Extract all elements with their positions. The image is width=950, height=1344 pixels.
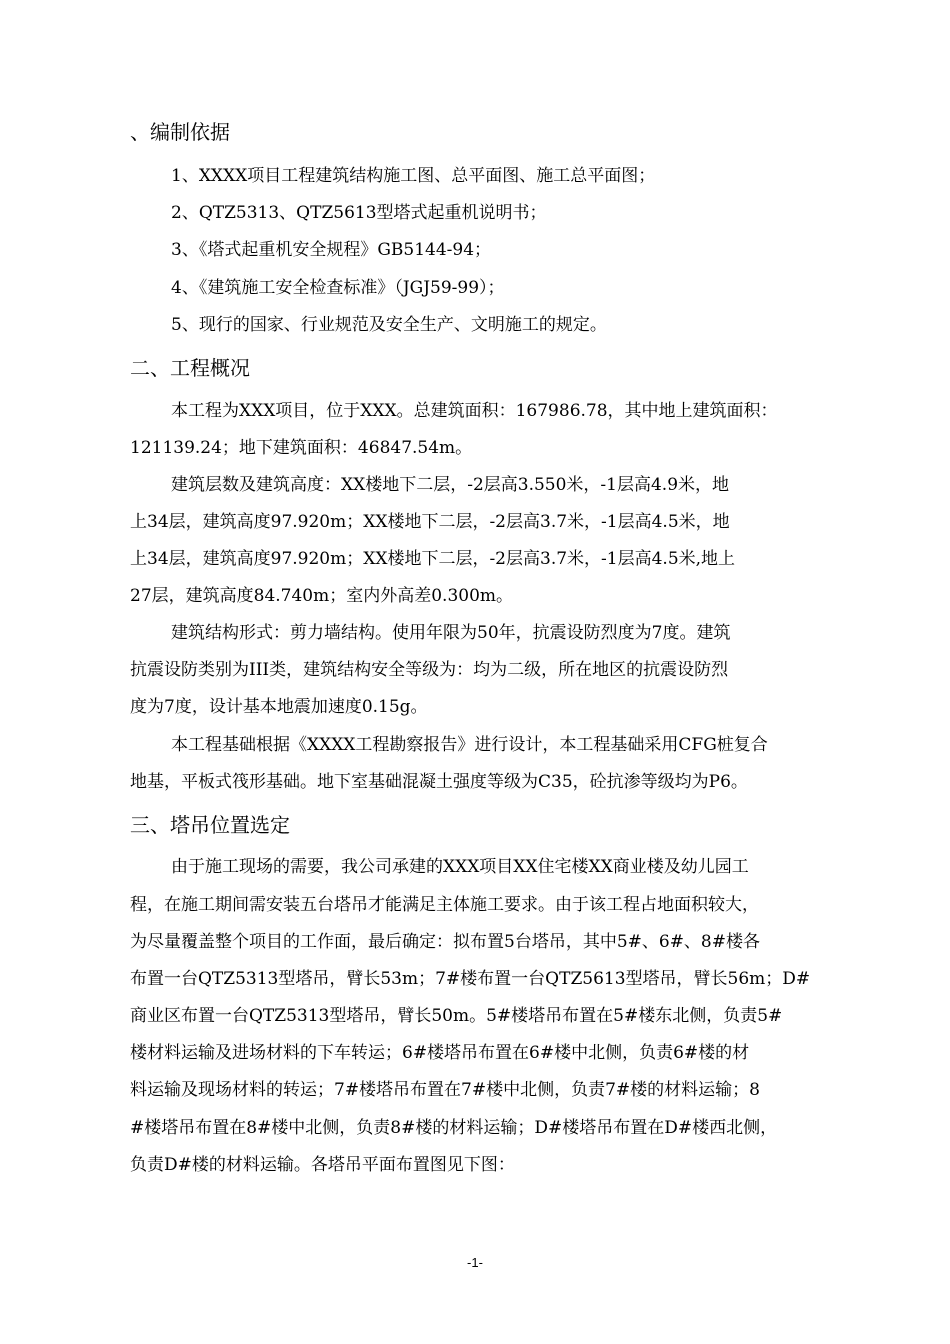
section-heading-crane-location: 三、塔吊位置选定 [130, 813, 290, 837]
overview-line-3: 建筑层数及建筑高度：XX楼地下二层，-2层高3.550米，-1层高4.9米，地 [171, 475, 730, 495]
crane-line-9: 负责D#楼的材料运输。各塔吊平面布置图见下图： [130, 1155, 515, 1175]
overview-line-6: 27层，建筑高度84.740m；室内外高差0.300m。 [130, 586, 514, 606]
overview-line-4: 上34层，建筑高度97.920m；XX楼地下二层，-2层高3.7米，-1层高4.5米，地 [130, 512, 730, 532]
basis-item-3: 3、《塔式起重机安全规程》GB5144-94； [171, 240, 492, 260]
basis-item-5: 5、现行的国家、行业规范及安全生产、文明施工的规定。 [171, 315, 607, 335]
basis-item-2: 2、QTZ5313、QTZ5613型塔式起重机说明书； [171, 203, 547, 223]
basis-item-4: 4、《建筑施工安全检查标准》（JGJ59-99）； [171, 278, 505, 298]
overview-line-5: 上34层，建筑高度97.920m；XX楼地下二层，-2层高3.7米，-1层高4.5米,地上 [130, 549, 736, 569]
overview-line-10: 本工程基础根据《XXXX工程勘察报告》进行设计，本工程基础采用CFG桩复合 [171, 735, 768, 755]
basis-item-1: 1、XXXX项目工程建筑结构施工图、总平面图、施工总平面图； [171, 166, 656, 186]
crane-line-1: 由于施工现场的需要，我公司承建的XXX项目XX住宅楼XX商业楼及幼儿园工 [171, 857, 749, 877]
section-heading-overview: 二、工程概况 [130, 356, 250, 380]
crane-line-6: 楼材料运输及进场材料的下车转运；6#楼塔吊布置在6#楼中北侧，负责6#楼的材 [130, 1043, 750, 1063]
crane-line-7: 料运输及现场材料的转运；7#楼塔吊布置在7#楼中北侧，负责7#楼的材料运输；8 [130, 1080, 760, 1100]
overview-line-7: 建筑结构形式：剪力墙结构。使用年限为50年，抗震设防烈度为7度。建筑 [171, 623, 731, 643]
crane-line-3: 为尽量覆盖整个项目的工作面，最后确定：拟布置5台塔吊，其中5#、6#、8#楼各 [130, 932, 760, 952]
overview-line-11: 地基，平板式筏形基础。地下室基础混凝土强度等级为C35，砼抗渗等级均为P6。 [130, 772, 748, 792]
crane-line-4: 布置一台QTZ5313型塔吊，臂长53m；7#楼布置一台QTZ5613型塔吊，臂长56m；D# [130, 969, 811, 989]
page-number: -1- [467, 1255, 483, 1270]
overview-line-1: 本工程为XXX项目，位于XXX。总建筑面积：167986.78，其中地上建筑面积： [171, 401, 778, 421]
overview-line-8: 抗震设防类别为III类，建筑结构安全等级为：均为二级，所在地区的抗震设防烈 [130, 660, 729, 680]
crane-line-5: 商业区布置一台QTZ5313型塔吊，臂长50m。5#楼塔吊布置在5#楼东北侧，负责5# [130, 1006, 783, 1026]
crane-line-2: 程，在施工期间需安装五台塔吊才能满足主体施工要求。由于该工程占地面积较大， [130, 895, 759, 915]
overview-line-2: 121139.24；地下建筑面积：46847.54m。 [130, 438, 473, 458]
overview-line-9: 度为7度，设计基本地震加速度0.15g。 [130, 697, 428, 717]
crane-line-8: #楼塔吊布置在8#楼中北侧，负责8#楼的材料运输；D#楼塔吊布置在D#楼西北侧， [130, 1118, 778, 1138]
section-heading-basis: 、编制依据 [130, 120, 230, 144]
